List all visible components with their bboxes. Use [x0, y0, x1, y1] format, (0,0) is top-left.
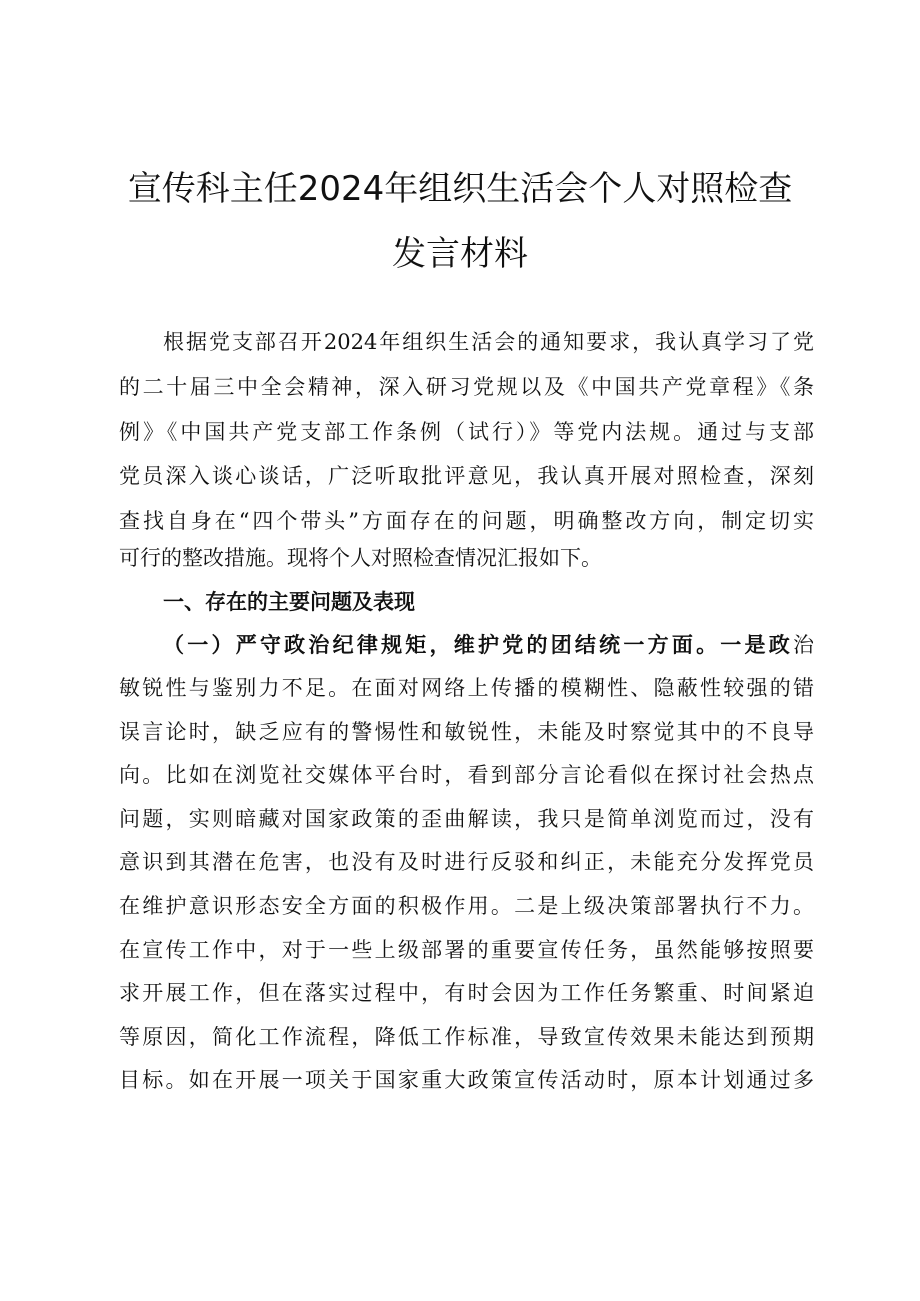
subsection-heading-tail: 治 [793, 633, 814, 657]
body-line: 求开展工作，但在落实过程中，有时会因为工作任务繁重、时间紧迫 [119, 981, 814, 1005]
intro-line: 例》《中国共产党支部工作条例（试行）》等党内法规。通过与支部 [119, 420, 814, 444]
intro-line: 的二十届三中全会精神，深入研习党规以及《中国共产党章程》《条 [119, 375, 814, 399]
body-line: 向。比如在浏览社交媒体平台时，看到部分言论看似在探讨社会热点 [119, 763, 814, 787]
body-line: 在维护意识形态安全方面的积极作用。二是上级决策部署执行不力。 [119, 894, 814, 918]
body-line: 等原因，简化工作流程，降低工作标准，导致宣传效果未能达到预期 [119, 1025, 814, 1049]
subsection-heading-line [163, 635, 814, 656]
body-line: 在宣传工作中，对于一些上级部署的重要宣传任务，虽然能够按照要 [119, 938, 814, 962]
body-line: 意识到其潜在危害，也没有及时进行反驳和纠正，未能充分发挥党员 [119, 850, 814, 874]
body-line: 问题，实则暗藏对国家政策的歪曲解读，我只是简单浏览而过，没有 [119, 807, 814, 831]
intro-line: 根据党支部召开2024年组织生活会的通知要求，我认真学习了党 [163, 330, 814, 354]
intro-line: 查找自身在“四个带头”方面存在的问题，明确整改方向，制定切实 [119, 509, 814, 533]
body-line: 敏锐性与鉴别力不足。在面对网络上传播的模糊性、隐蔽性较强的错 [119, 676, 814, 700]
intro-line: 党员深入谈心谈话，广泛听取批评意见，我认真开展对照检查，深刻 [119, 464, 814, 488]
document-title-line-2: 发言材料 [392, 234, 528, 274]
document-title-line-1: 宣传科主任2024年组织生活会个人对照检查 [127, 169, 793, 209]
intro-line: 可行的整改措施。现将个人对照检查情况汇报如下。 [119, 546, 602, 570]
subsection-heading: （一）严守政治纪律规矩，维护党的团结统一方面。一是政 [163, 633, 793, 657]
section-heading: 一、存在的主要问题及表现 [163, 590, 415, 614]
body-line: 目标。如在开展一项关于国家重大政策宣传活动时，原本计划通过多 [119, 1068, 814, 1092]
body-line: 误言论时，缺乏应有的警惕性和敏锐性，未能及时察觉其中的不良导 [119, 720, 814, 744]
